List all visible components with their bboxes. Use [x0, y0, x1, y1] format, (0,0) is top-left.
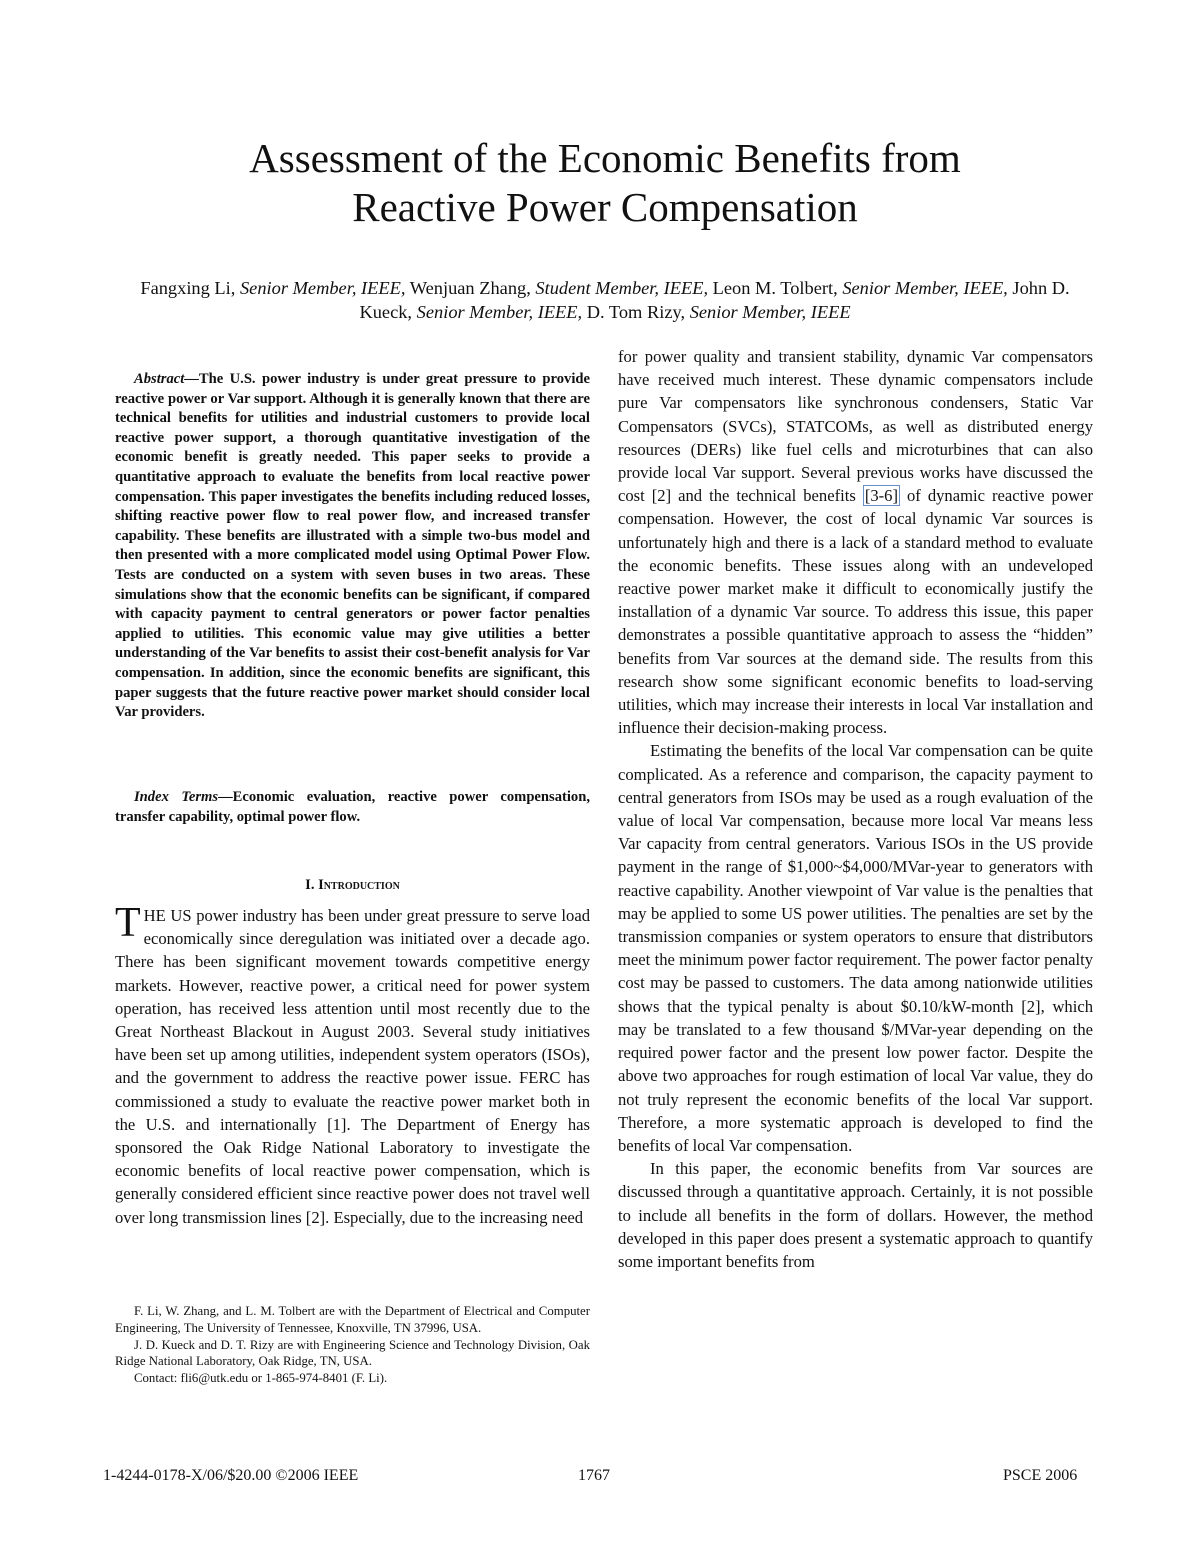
abstract-label: Abstract — [134, 371, 185, 387]
author-affiliation: Senior Member, IEEE, — [416, 302, 583, 322]
introduction-paragraph — [115, 900, 590, 1229]
footnote-contact: Contact: fli6@utk.edu or 1-865-974-8401 (F. Li). — [134, 1371, 388, 1386]
author-list — [120, 276, 1090, 324]
abstract-text: —The U.S. power industry is under great pressure to provide reactive power or Var support. Although it is generally known that there are technical benefits for utilities and industrial customers to provide local reactive power support, a thorough quantitative investigation of the economic benefit is greatly needed. This paper seeks to provide a quantitative approach to evaluate the benefits from local reactive power compensation. This paper investigates the benefits including reduced losses, shifting reactive power flow to real power flow, and increased transfer capability. These benefits are illustrated with a simple two-bus model and then presented with a more complicated model using Optimal Power Flow. Tests are conducted on a system with seven buses in two areas. These simulations show that the economic benefits can be significant, if compared with capacity payment to central generators or power factor penalties applied to utilities. This economic value may give utilities a better understanding of the Var benefits to assist their cost-benefit analysis for Var compensation. In addition, since the economic benefits are significant, this paper suggests that the future reactive power market should consider local Var providers. — [115, 371, 590, 721]
author-name: John D. Kueck, — [359, 278, 1070, 322]
author-affiliation: Student Member, IEEE, — [535, 278, 709, 298]
body-text: for power quality and transient stability, dynamic Var compensators have received much interest. These dynamic compensators include pure Var compensators like synchronous condensers, Static Var Compensators (SVCs), STATCOMs, as well as distributed energy resources (DERs) like fuel cells and microturbines that can also provide local Var support. Several previous works have discussed the cost [2] and the technical benefits — [618, 347, 1093, 506]
right-column — [618, 345, 1093, 1273]
footnote-affiliation-utk: F. Li, W. Zhang, and L. M. Tolbert are with the Department of Electrical and Computer Engineering, The University of Tennessee, Knoxville, TN 37996, USA. — [115, 1304, 590, 1335]
body-paragraph: Estimating the benefits of the local Var compensation can be quite complicated. As a reference and comparison, the capacity payment to central generators from ISOs may be used as a rough evaluation of the value of local Var compensation, because more local Var means less Var capacity from central generators. Various ISOs in the US provide payment in the range of $1,000~$4,000/MVar-year to generators with reactive capability. Another viewpoint of Var value is the penalties that may be applied to some US power utilities. The penalties are set by the transmission companies or system operators to ensure that distributors meet the minimum power factor requirement. The power factor penalty cost may be passed to customers. The data among nationwide utilities shows that the typical penalty is about $0.10/kW-month [2], which may be translated to a few thousand $/MVar-year depending on the required power factor and the present low power factor. Despite the above two approaches for rough estimation of local Var value, they do not truly represent the economic benefits of the local Var support. Therefore, a more systematic approach is developed to find the benefits of local Var compensation. — [618, 741, 1093, 1155]
drop-cap: T — [115, 900, 141, 946]
body-paragraph — [618, 345, 1093, 739]
citation-link[interactable]: [3-6] — [864, 486, 898, 506]
body-paragraph: In this paper, the economic benefits from Var sources are discussed through a quantitative approach. Certainly, it is not possible to include all benefits in the form of dollars. However, the method developed in this paper does present a systematic approach to quantify some important benefits from — [618, 1159, 1093, 1271]
introduction-text: HE US power industry has been under great pressure to serve load economically since deregulation was initiated over a decade ago. There has been significant movement towards competitive energy markets. However, reactive power, a critical need for power system operation, has received less attention until most recently due to the Great Northeast Blackout in August 2003. Several study initiatives have been set up among utilities, independent system operators (ISOs), and the government to address the reactive power issue. FERC has commissioned a study to evaluate the reactive power market both in the U.S. and internationally [1]. The Department of Energy has sponsored the Oak Ridge National Laboratory to investigate the economic benefits of local reactive power compensation, which is generally considered efficient since reactive power does not travel well over long transmission lines [2]. Especially, due to the increasing need — [115, 906, 590, 1227]
title-line-1: Assessment of the Economic Benefits from — [249, 135, 961, 181]
paper-title — [100, 134, 1110, 232]
abstract — [115, 370, 590, 723]
footer-copyright: 1-4244-0178-X/06/$20.00 ©2006 IEEE — [103, 1467, 359, 1484]
author-affiliation: Senior Member, IEEE, — [842, 278, 1008, 298]
footer-page-number: 1767 — [578, 1467, 610, 1484]
body-text: of dynamic reactive power compensation. However, the cost of local dynamic Var sources is unfortunately high and there is a lack of a standard method to evaluate the economic benefits. These issues along with an undeveloped reactive power market make it difficult to economically justify the installation of a dynamic Var source. To address this issue, this paper demonstrates a possible quantitative approach to assess the “hidden” benefits from Var sources at the demand side. The results from this research show some significant economic benefits to load-serving utilities, which may increase their interests in local Var installation and influence their decision-making process. — [618, 486, 1093, 738]
title-line-2: Reactive Power Compensation — [352, 184, 858, 230]
section-heading-introduction: I. Introduction — [305, 877, 400, 893]
author-affiliation: Senior Member, IEEE — [689, 302, 851, 322]
author-name: Wenjuan Zhang, — [409, 278, 531, 298]
footer-conference: PSCE 2006 — [1003, 1467, 1078, 1484]
author-name: Leon M. Tolbert, — [712, 278, 838, 298]
footnotes — [115, 1303, 590, 1387]
footnote-affiliation-ornl: J. D. Kueck and D. T. Rizy are with Engineering Science and Technology Division, Oak Ridge National Laboratory, Oak Ridge, TN, USA. — [115, 1337, 590, 1369]
index-terms-label: Index Terms — [134, 789, 219, 805]
author-name: Fangxing Li, — [140, 278, 236, 298]
author-name: D. Tom Rizy, — [586, 302, 686, 322]
index-terms — [115, 788, 590, 827]
index-terms-text: —Economic evaluation, reactive power compensation, transfer capability, optimal power flow. — [115, 789, 590, 825]
author-affiliation: Senior Member, IEEE, — [239, 278, 406, 298]
